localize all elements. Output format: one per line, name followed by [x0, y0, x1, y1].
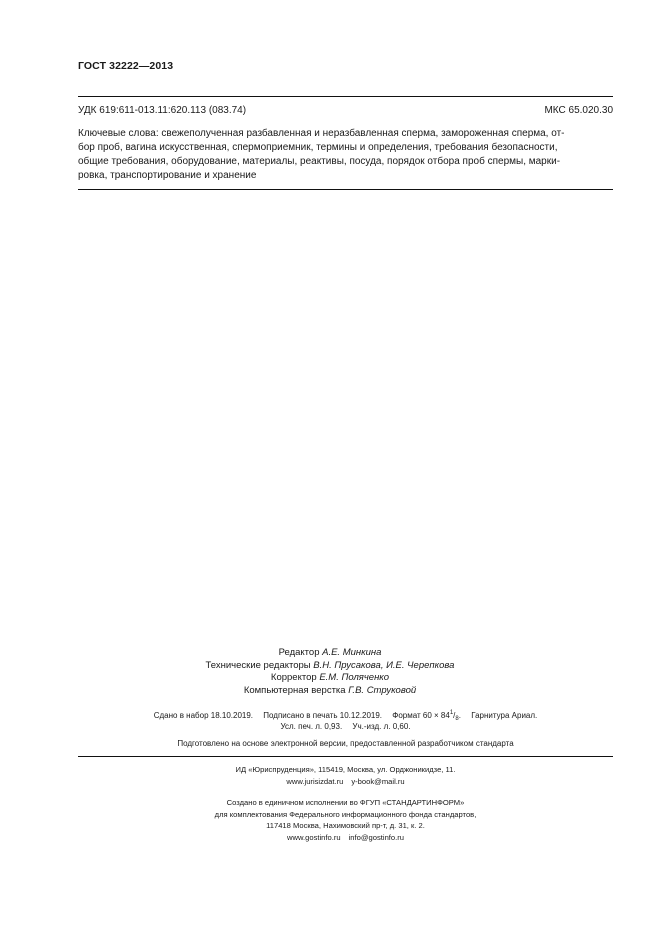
format-fraction-denominator: 8 [455, 716, 459, 722]
print-signing-line [78, 710, 613, 722]
credit-role: Технические редакторы [205, 659, 311, 671]
keywords-block [78, 127, 613, 183]
producer-website: www.gostinfo.ru [286, 832, 341, 842]
submitted-date: Сдано в набор 18.10.2019. [153, 711, 254, 720]
publisher-imprint [78, 764, 613, 787]
print-sheets-line [78, 722, 613, 731]
format-label: Формат 60 × 84 [392, 711, 450, 720]
producer-line: для комплектования Федерального информационного фонда стандартов, [214, 809, 477, 819]
publisher-sheets: Уч.-изд. л. 0,60. [352, 722, 411, 731]
keywords-line: общие требования, оборудование, материалы, реактивы, посуда, порядок отбора проб спермы, марки- [78, 156, 561, 167]
credit-editor [160, 647, 500, 660]
credit-role: Компьютерная верстка [243, 684, 346, 696]
producer-line: 117418 Москва, Нахимовский пр-т, д. 31, к. 2. [266, 821, 425, 830]
imprint-divider [78, 756, 613, 757]
keywords-line: ровка, транспортирование и хранение [78, 170, 257, 181]
credit-tech-editors [160, 660, 500, 673]
print-sheets: Усл. печ. л. 0,93. [280, 722, 343, 731]
credit-role: Редактор [278, 647, 320, 658]
signed-date: Подписано в печать 10.12.2019. [263, 711, 383, 720]
credit-layout [160, 685, 500, 698]
credit-person: В.Н. Прусакова, И.Е. Черепкова [313, 659, 455, 671]
mks-code: МКС 65.020.30 [544, 105, 613, 116]
keywords-line: бор проб, вагина искусственная, спермоприемник, термины и определения, требования безопасности, [78, 142, 558, 153]
publisher-email: y-book@mail.ru [351, 776, 405, 786]
keywords-divider [78, 189, 613, 190]
keywords-line: Ключевые слова: свежеполученная разбавленная и неразбавленная сперма, замороженная сперма, от- [78, 128, 565, 139]
credit-role: Корректор [270, 672, 317, 683]
publisher-website: www.jurisizdat.ru [286, 776, 344, 786]
producer-contacts [78, 832, 613, 844]
publisher-contacts [78, 776, 613, 788]
format-fraction-slash: / [453, 711, 456, 720]
credits-block [160, 647, 500, 697]
credit-proofreader [160, 672, 500, 685]
producer-line: Создано в единичном исполнении во ФГУП «СТАНДАРТИНФОРМ» [226, 798, 465, 807]
credit-person: А.Е. Минкина [322, 647, 382, 658]
prepared-note: Подготовлено на основе электронной версии, предоставленной разработчиком стандарта [177, 739, 514, 748]
publisher-address: ИД «Юриспруденция», 115419, Москва, ул. Орджоникидзе, 11. [235, 765, 456, 774]
typeface: Гарнитура Ариал. [471, 711, 538, 720]
credit-person: Г.В. Струковой [348, 684, 417, 696]
format-fraction-numerator: 1 [449, 710, 454, 716]
standard-number: ГОСТ 32222—2013 [78, 60, 174, 72]
producer-email: info@gostinfo.ru [348, 832, 405, 842]
format-period: . [458, 711, 461, 720]
top-divider [78, 96, 613, 97]
producer-imprint [78, 797, 613, 843]
paper-format [392, 711, 461, 720]
credit-person: Е.М. Поляченко [319, 672, 390, 683]
udk-code: УДК 619:611-013.11:620.113 (083.74) [78, 105, 247, 116]
